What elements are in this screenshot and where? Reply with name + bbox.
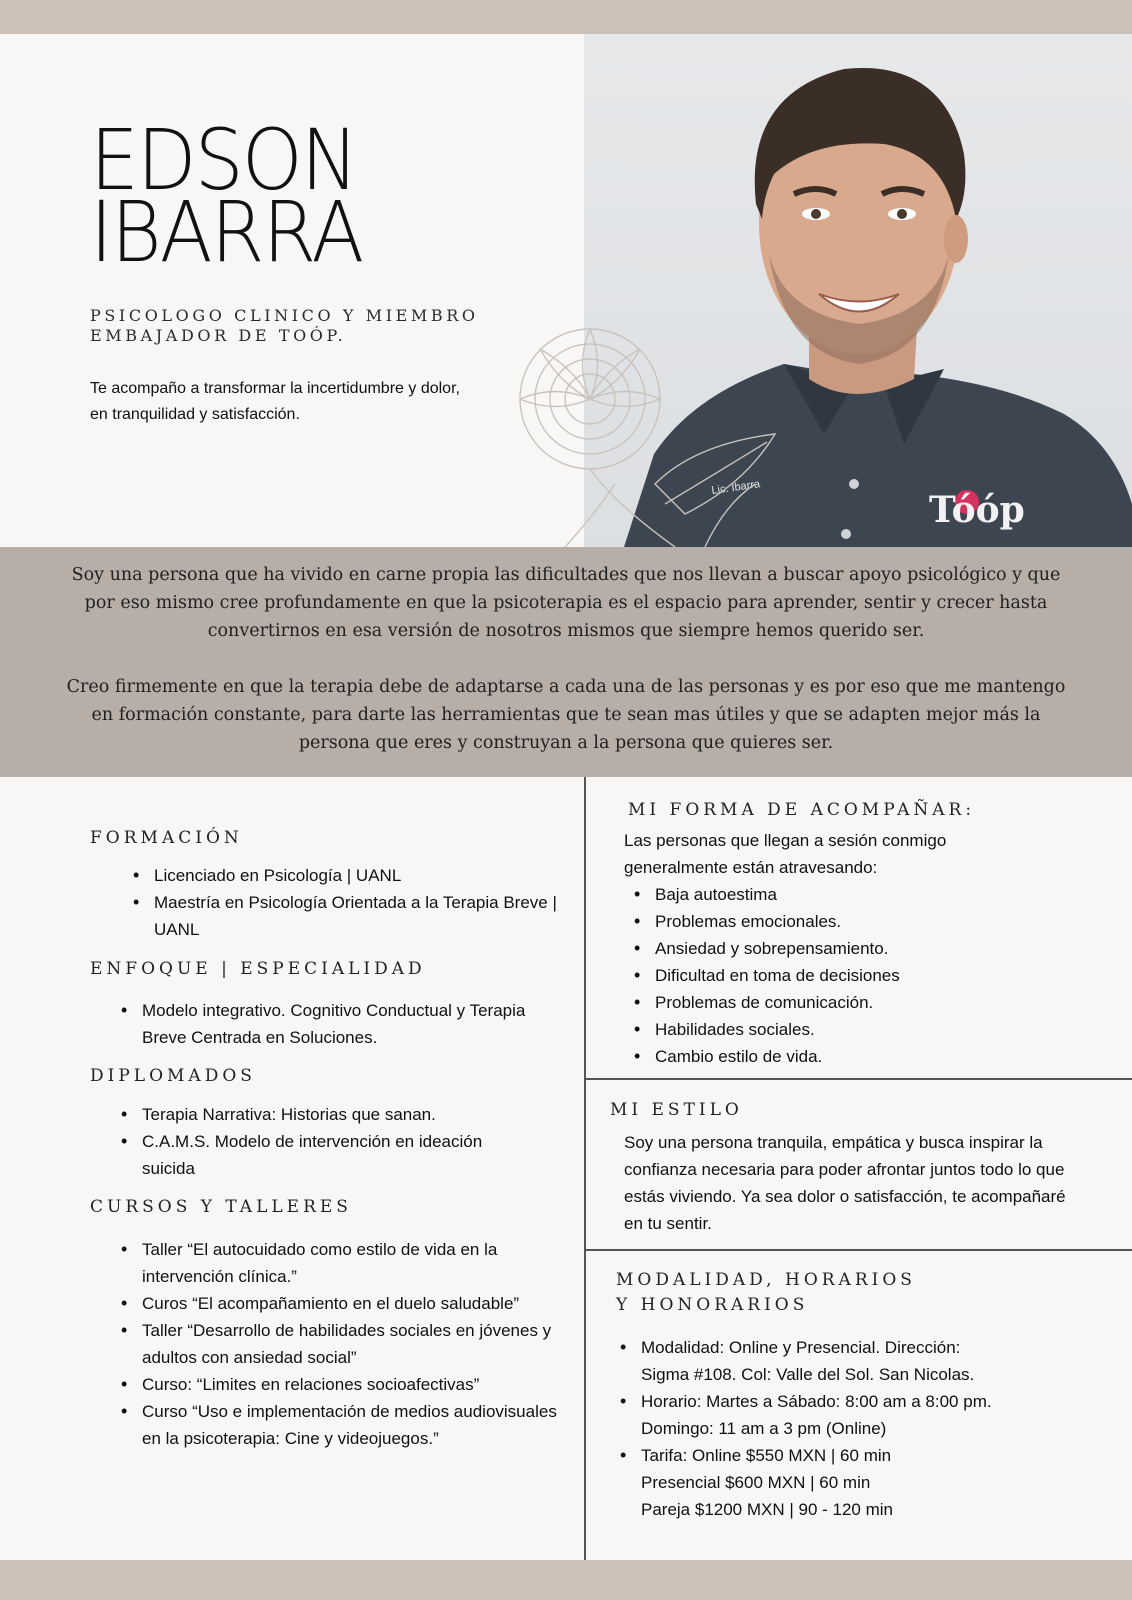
toop-logo	[929, 489, 1025, 531]
subtitle: PSICOLOGO CLINICO Y MIEMBRO EMBAJADOR DE TOÓP.	[90, 306, 479, 345]
diplomados-list	[118, 1101, 538, 1182]
shirt-label: Lic. Ibarra	[710, 478, 761, 497]
list-item	[617, 1334, 1097, 1388]
list-item	[617, 1388, 1097, 1442]
list-item: • Curso: “Limites en relaciones socioafectivas”	[118, 1371, 568, 1398]
list-item: • Terapia Narrativa: Historias que sanan.	[118, 1101, 538, 1128]
list-item: • Curso “Uso e implementación de medios audiovisuales en la psicoterapia: Cine y videojuegos.”	[118, 1398, 568, 1452]
list-item: • Problemas emocionales.	[631, 908, 1091, 935]
enfoque-list	[118, 997, 538, 1051]
list-item: • Taller “El autocuidado como estilo de vida en la intervención clínica.”	[118, 1236, 568, 1290]
tarifa-line: • Tarifa: Online $550 MXN | 60 min	[641, 1446, 892, 1465]
cursos-title: CURSOS Y TALLERES	[90, 1197, 352, 1217]
list-item: • Modelo integrativo. Cognitivo Conductual y Terapia Breve Centrada en Soluciones.	[118, 997, 538, 1051]
horario-line: Domingo: 11 am a 3 pm (Online)	[641, 1419, 887, 1438]
modalidad-title-line-2: Y HONORARIOS	[616, 1295, 809, 1315]
list-item: • Dificultad en toma de decisiones	[631, 962, 1091, 989]
estilo-text: Soy una persona tranquila, empática y busca inspirar la confianza necesaria para poder afrontar juntos todo lo que estás viviendo. Ya sea dolor o satisfacción, te acompañaré en tu sentir.	[624, 1133, 1066, 1233]
formacion-list	[130, 862, 560, 943]
tagline: Te acompaño a transformar la incertidumbre y dolor, en tranquilidad y satisfacción.	[90, 380, 460, 423]
list-item	[617, 1442, 1097, 1523]
diplomados-title: DIPLOMADOS	[90, 1066, 256, 1086]
top-band	[0, 0, 1132, 34]
list-item: • Baja autoestima	[631, 881, 1091, 908]
about-paragraph-1: Soy una persona que ha vivido en carne propia las dificultades que nos llevan a buscar apoyo psicológico y que por eso mismo cree profundamente en que la psicoterapia es el espacio para aprender, sentir y crecer hasta convertirnos en esa versión de nosotros mismos que siempre hemos querido ser.	[71, 565, 1061, 641]
section-divider-2	[584, 1249, 1132, 1251]
modalidad-title-line-1: MODALIDAD, HORARIOS	[616, 1270, 916, 1290]
section-divider-1	[584, 1078, 1132, 1080]
list-item: • Ansiedad y sobrepensamiento.	[631, 935, 1091, 962]
forma-title: MI FORMA DE ACOMPAÑAR:	[628, 800, 976, 820]
bottom-band	[0, 1560, 1132, 1600]
modalidad-title	[616, 1268, 916, 1318]
about-paragraph-2: Creo firmemente en que la terapia debe de adaptarse a cada una de las personas y es por eso que me mantengo en formación constante, para darte las herramientas que te sean mas útiles y que se adapten mejor más la persona que eres y construyan a la persona que quieres ser.	[66, 677, 1066, 753]
about-section	[0, 547, 1132, 777]
modalidad-line: • Modalidad: Online y Presencial. Dirección:	[641, 1338, 961, 1357]
hero-section	[0, 34, 1132, 547]
name-line-1: EDSON	[90, 111, 357, 209]
list-item: • Licenciado en Psicología | UANL	[130, 862, 560, 889]
list-item: • Maestría en Psicología Orientada a la Terapia Breve | UANL	[130, 889, 560, 943]
list-item: • Habilidades sociales.	[631, 1016, 1091, 1043]
formacion-title: FORMACIÓN	[90, 828, 243, 848]
forma-intro: Las personas que llegan a sesión conmigo generalmente están atravesando:	[624, 831, 947, 877]
list-item: • Taller “Desarrollo de habilidades sociales en jóvenes y adultos con ansiedad social”	[118, 1317, 568, 1371]
tarifa-line: Presencial $600 MXN | 60 min	[641, 1473, 871, 1492]
forma-list	[631, 881, 1091, 1070]
modalidad-list	[617, 1334, 1097, 1523]
enfoque-title: ENFOQUE | ESPECIALIDAD	[90, 959, 426, 979]
list-item: • Cambio estilo de vida.	[631, 1043, 1091, 1070]
horario-line: • Horario: Martes a Sábado: 8:00 am a 8:00 pm.	[641, 1392, 992, 1411]
flower-illustration	[505, 324, 815, 547]
column-divider	[584, 777, 586, 1560]
list-item: • C.A.M.S. Modelo de intervención en ideación suicida	[118, 1128, 538, 1182]
modalidad-line: Sigma #108. Col: Valle del Sol. San Nicolas.	[641, 1365, 975, 1384]
list-item: • Problemas de comunicación.	[631, 989, 1091, 1016]
tarifa-line: Pareja $1200 MXN | 90 - 120 min	[641, 1500, 893, 1519]
list-item: • Curos “El acompañamiento en el duelo saludable”	[118, 1290, 568, 1317]
person-name	[90, 111, 363, 281]
cursos-list	[118, 1236, 568, 1452]
svg-text:Tóóp: Tóóp	[929, 489, 1025, 531]
name-line-2: IBARRA	[90, 183, 363, 281]
estilo-title: MI ESTILO	[610, 1100, 743, 1120]
